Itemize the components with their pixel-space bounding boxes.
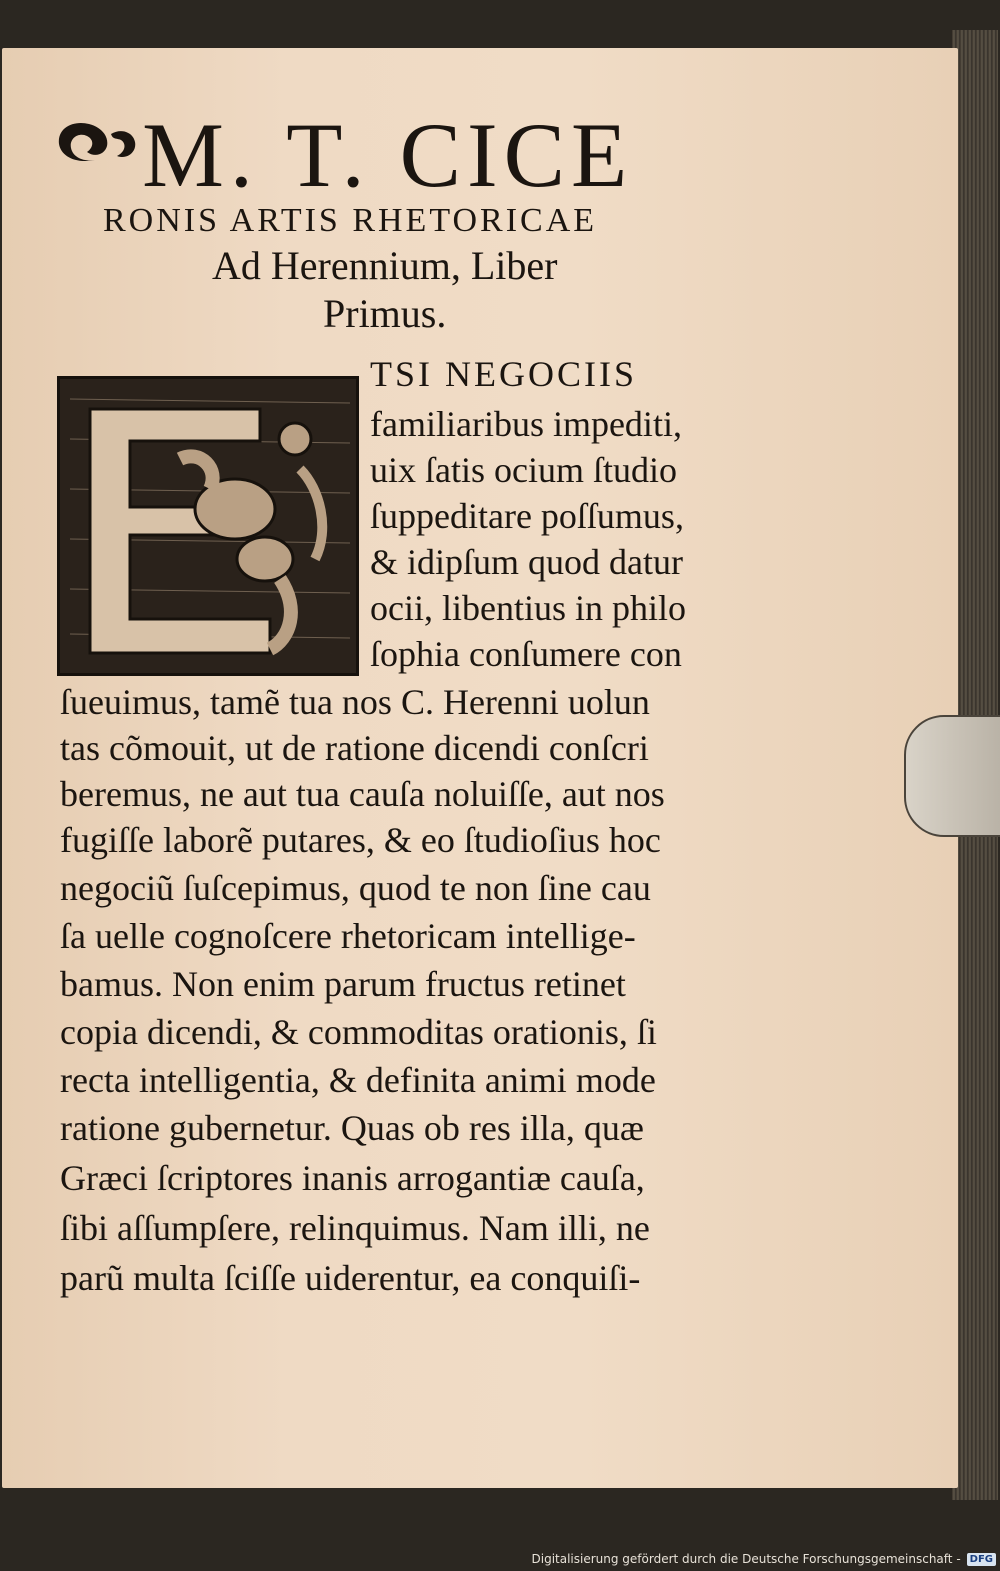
text-line: parũ multa ſciſſe uiderentur, ea conquiſi- <box>60 1258 641 1298</box>
text-line: & idipſum quod datur <box>370 542 683 582</box>
heading-line-1 <box>55 105 633 205</box>
text-line: ſuppeditare poſſumus, <box>370 496 684 536</box>
text-line: tas cõmouit, ut de ratione dicendi conſcri <box>60 728 649 768</box>
text-line: TSI NEGOCIIS <box>370 354 637 394</box>
woodcut-initial-art <box>60 379 356 673</box>
text-line: beremus, ne aut tua cauſa noluiſſe, aut nos <box>60 774 665 814</box>
heading-line-2: RONIS ARTIS RHETORICAE <box>103 202 598 239</box>
text-line: familiaribus impediti, <box>370 404 682 444</box>
text-line: ratione gubernetur. Quas ob res illa, quæ <box>60 1108 644 1148</box>
text-line: ſa uelle cognoſcere rhetoricam intellige- <box>60 916 636 956</box>
dfg-logo: DFG <box>967 1553 996 1566</box>
text-line: fugiſſe laborẽ putares, & eo ſtudioſius hoc <box>60 820 661 860</box>
text-line: recta intelligentia, & definita animi mode <box>60 1060 656 1100</box>
text-line: negociũ ſuſcepimus, quod te non ſine cau <box>60 868 651 908</box>
text-line: ocii, libentius in philo <box>370 588 686 628</box>
text-line: copia dicendi, & commoditas orationis, ſi <box>60 1012 657 1052</box>
heading-line-3: Ad Herennium, Liber <box>212 243 558 288</box>
heading-line-4: Primus. <box>323 291 447 336</box>
footer-text: Digitalisierung gefördert durch die Deutsche Forschungsgemeinschaft - <box>531 1552 961 1566</box>
title-text: M. T. CICE <box>142 104 634 206</box>
text-line: uix ſatis ocium ſtudio <box>370 450 677 490</box>
text-line: bamus. Non enim parum fructus retinet <box>60 964 626 1004</box>
fleuron-icon <box>55 114 137 164</box>
text-line: ſueuimus, tamẽ tua nos C. Herenni uolun <box>60 682 650 722</box>
page-clip <box>904 715 1000 837</box>
text-line: ſibi aſſumpſere, relinquimus. Nam illi, ne <box>60 1208 650 1248</box>
text-line: ſophia conſumere con <box>370 634 682 674</box>
digitization-footer <box>532 1549 997 1569</box>
woodcut-initial-icon <box>57 376 359 676</box>
text-line: Græci ſcriptores inanis arrogantiæ cauſa, <box>60 1158 645 1198</box>
